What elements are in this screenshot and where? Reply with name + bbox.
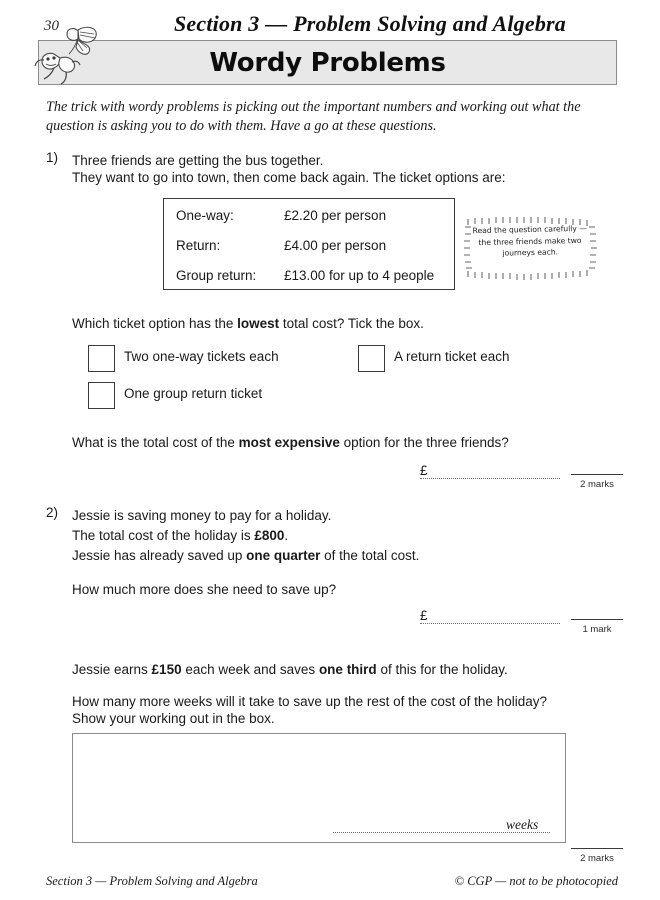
currency-symbol-q1: £ [420,463,428,478]
question-1-line-2: They want to go into town, then come back again. The ticket options are: [72,170,506,185]
question-2-line-3 [72,545,592,566]
marks-label-q2b: 2 marks [580,853,614,864]
footer-right-text: © CGP — not to be photocopied [454,874,618,888]
checkbox-two-one-way[interactable] [88,345,115,372]
ticket-row-label-0: One-way: [176,208,234,223]
page-title: Wordy Problems [209,47,446,78]
question-2-line-4 [72,659,612,680]
question-2-weeks-prompt-line-2: Show your working out in the box. [72,711,275,726]
q2-line4-emphasis-1: £150 [151,662,182,677]
answer-line-weeks[interactable] [333,832,550,833]
q2-line3-part-3: of the total cost. [320,548,420,563]
checkbox-group-return[interactable] [88,382,115,409]
question-1-expensive-prompt [72,432,612,453]
tip-note-text: Read the question carefully — the three friends make two journeys each. [472,223,587,258]
expensive-prompt-emphasis: most expensive [238,435,340,450]
lowest-prompt-part-1: Which ticket option has the [72,316,238,331]
question-1-line-1: Three friends are getting the bus together. [72,153,324,168]
q2-line3-emphasis: one quarter [246,548,321,563]
expensive-prompt-part-1: What is the total cost of the [72,435,239,450]
footer-left-text: Section 3 — Problem Solving and Algebra [46,874,258,888]
intro-text: The trick with wordy problems is picking out the important numbers and working out what the question is asking you to do with them. Have a go at these questions. [46,99,581,134]
marks-rule-q2b [571,848,623,849]
ticket-row-label-1: Return: [176,238,221,253]
q2-line4-part-5: of this for the holiday. [376,662,508,677]
q2-line4-part-3: each week and saves [181,662,319,677]
question-1-lowest-prompt [72,313,592,334]
checkbox-label-group-return[interactable]: One group return ticket [124,386,263,401]
question-2-number: 2) [46,505,59,520]
answer-line-q2[interactable] [420,623,560,624]
checkbox-label-return-each[interactable]: A return ticket each [394,349,510,364]
marks-label-q2a: 1 mark [582,624,612,635]
q2-line4-part-1: Jessie earns [72,662,152,677]
question-2-weeks-prompt-line-1: How many more weeks will it take to save up the rest of the cost of the holiday? [72,694,547,709]
marks-rule-q1 [571,474,623,475]
q2-line2-emphasis: £800 [254,528,285,543]
answer-line-q1[interactable] [420,478,560,479]
ticket-row-value-0: £2.20 per person [284,208,387,223]
q2-line3-part-1: Jessie has already saved up [72,548,247,563]
page-number: 30 [44,18,59,34]
section-header-title: Section 3 — Problem Solving and Algebra [173,11,566,36]
weeks-unit-label: weeks [506,817,539,832]
q2-line2-part-1: The total cost of the holiday is [72,528,255,543]
checkbox-return-each[interactable] [358,345,385,372]
question-2-line-1: Jessie is saving money to pay for a holiday. [72,508,332,523]
question-1-number: 1) [46,150,59,165]
working-out-box[interactable] [72,733,566,843]
q2-line4-emphasis-2: one third [318,662,377,677]
expensive-prompt-part-3: option for the three friends? [339,435,509,450]
question-2-line-2 [72,525,592,546]
ticket-row-value-1: £4.00 per person [284,238,387,253]
ticket-row-label-2: Group return: [176,268,257,283]
currency-symbol-q2: £ [420,608,428,623]
lowest-prompt-emphasis: lowest [237,316,280,331]
marks-label-q1: 2 marks [580,479,614,490]
marks-rule-q2a [571,619,623,620]
q2-line2-part-3: . [284,528,289,543]
checkbox-label-two-one-way[interactable]: Two one-way tickets each [124,349,279,364]
lowest-prompt-part-3: total cost? Tick the box. [279,316,424,331]
ticket-row-value-2: £13.00 for up to 4 people [284,268,435,283]
question-2-save-prompt: How much more does she need to save up? [72,582,337,597]
